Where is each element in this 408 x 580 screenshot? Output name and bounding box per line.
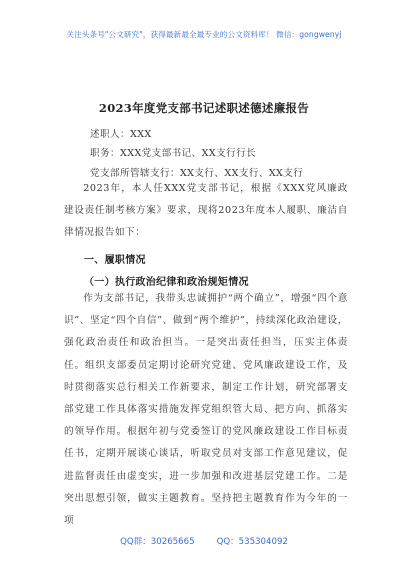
body-paragraph: 作为支部书记，我带头忠诚拥护“两个确立”，增强“四个意识”、坚定“四个自信”、做到“两个维护”，持续深化政治建设，强化政治责任和政治担当。一是突出责任担当，压实主体责任。组织支部委员定期讨论研究党建、党风廉政建设工作，及时贯彻落实总行相关工作新要求，制定工作计划，研究部署支部党建工作具体落实措施发挥党组织管大局、把方向、抓落实的领导作用。根据年初与党委签订的党风廉政建设工作目标责任书，定期开展谈心谈话，听取党员对支部工作意见建议，促进监督责任由虚变实，进一步加强和改进基层党建工作。二是突出思想引领，做实主题教育。坚持把主题教育作为今年的一项 bbox=[64, 293, 348, 527]
intro-paragraph: 2023年，本人任XXX党支部书记，根据《XXX党风廉政建设责任制考核方案》要求，现将2023年度本人履职、廉洁自律情况报告如下： bbox=[64, 183, 348, 239]
footer-contact bbox=[0, 535, 408, 547]
position-line: 职务：XXX党支部书记、XX支行行长 bbox=[90, 148, 257, 159]
section1-heading: 一、履职情况 bbox=[84, 255, 146, 266]
document-title: 2023年度党支部书记述职述德述廉报告 bbox=[98, 101, 310, 115]
subsection1-heading: （一）执行政治纪律和政治规矩情况 bbox=[84, 277, 249, 288]
jurisdiction-line: 党支部所管辖支行：XX支行、XX支行、XX支行 bbox=[90, 168, 304, 179]
reporter-line: 述职人：XXX bbox=[90, 129, 152, 140]
top-notice: 关注头条号"公文研究"，获得最新最全最专业的公文资料库！ 微信：gongwenyj bbox=[66, 30, 342, 39]
qq-group: QQ群：30265665 bbox=[120, 537, 195, 547]
qq-number: QQ：535304092 bbox=[216, 537, 288, 547]
